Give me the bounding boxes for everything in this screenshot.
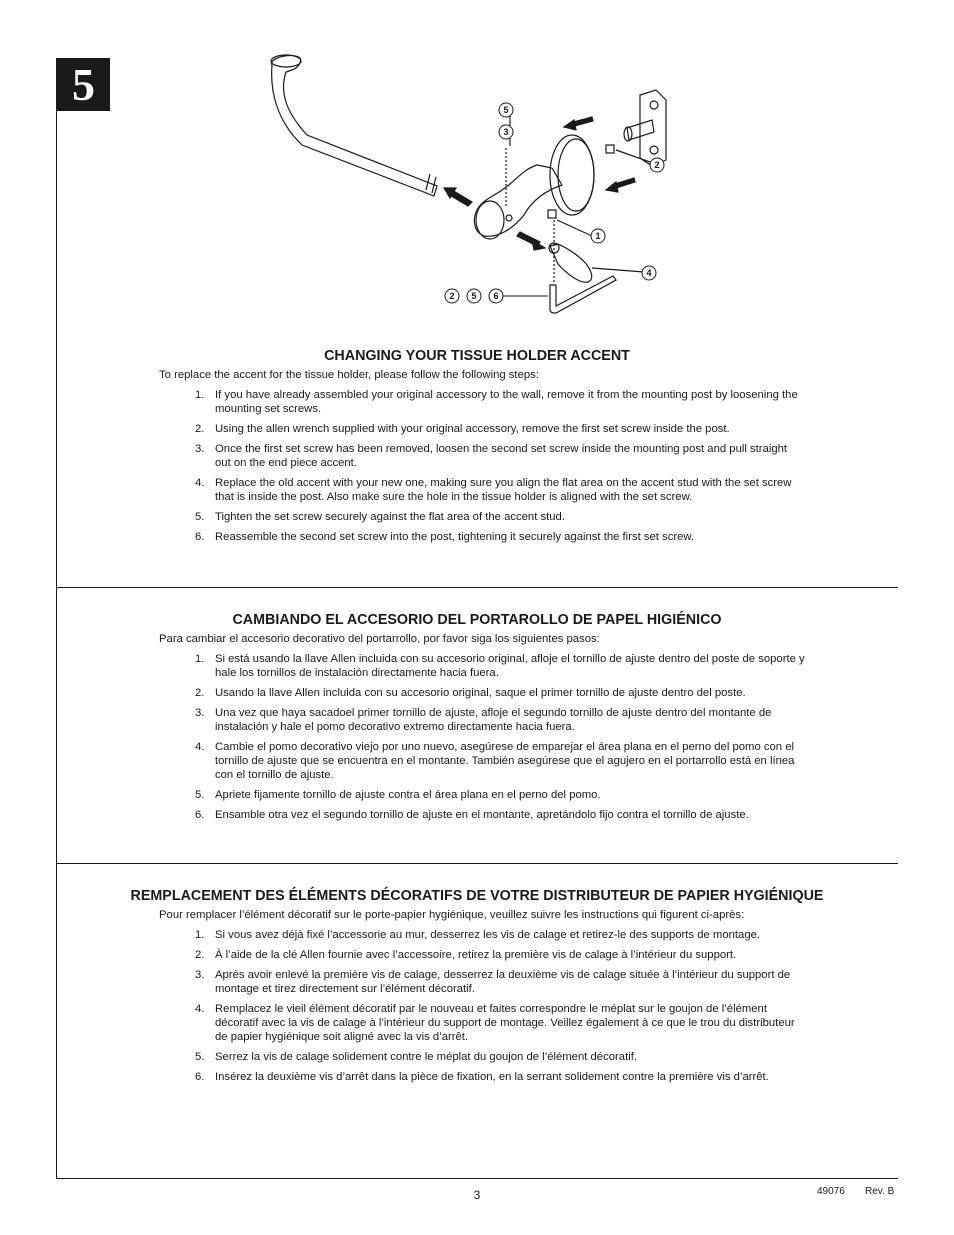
list-item: 6. Ensamble otra vez el segundo tornillo de ajuste en el montante, apretándolo fijo contra el tornillo de ajuste. bbox=[195, 809, 749, 821]
list-item: 4. Remplacez le vieil élément décoratif par le nouveau et faites correspondre le méplat sur le goujon de l’élément décoratif avec la vis de calage à l’intérieur du support de montage. Veillez également à ce que le trou du distributeur de papier hygiénique soit aligné avec la vis d’arrêt. bbox=[195, 1003, 795, 1043]
list-item: 1. Si está usando la llave Allen incluida con su accesorio original, afloje el tornillo de ajuste dentro del poste de soporte y hale los tornillos de instalación directamente hacia fuera. bbox=[195, 653, 805, 679]
list-item: 1. If you have already assembled your original accessory to the wall, remove it from the mounting post by loosening the mounting set screws. bbox=[195, 389, 798, 415]
section-intro: Pour remplacer l’élément décoratif sur le porte-papier hygiénique, veuillez suivre les instructions qui figurent ci-après: bbox=[159, 909, 745, 921]
list-item: 3. Una vez que haya sacadoel primer tornillo de ajuste, afloje el segundo tornillo de ajuste dentro del montante de instalación y hale el pomo decorativo extremo directamente hacia fuera. bbox=[195, 707, 772, 733]
callout-1 bbox=[591, 229, 605, 243]
footer-divider bbox=[56, 1178, 898, 1179]
list-item: 4. Cambie el pomo decorativo viejo por uno nuevo, asegúrese de emparejar el área plana en el perno del pomo con el tornillo de ajuste que se encuentra en el montante. También asegúrese que el agujero en el portarrollo está en línea con el tornillo de ajuste. bbox=[195, 741, 795, 781]
list-item: 3. Après avoir enlevé la première vis de calage, desserrez la deuxième vis de calage située à l’intérieur du support de montage et tirez directement sur l’élément décoratif. bbox=[195, 969, 791, 995]
section-divider bbox=[56, 863, 898, 864]
svg-text:5: 5 bbox=[471, 291, 477, 301]
svg-text:2: 2 bbox=[449, 291, 455, 301]
list-item: 5. Tighten the set screw securely against the flat area of the accent stud. bbox=[195, 511, 565, 523]
list-item: 2. Using the allen wrench supplied with your original accessory, remove the first set screw inside the post. bbox=[195, 423, 730, 435]
section-english bbox=[56, 348, 898, 544]
list-item: 6. Reassemble the second set screw into the post, tightening it securely against the first set screw. bbox=[195, 531, 695, 543]
section-intro: To replace the accent for the tissue holder, please follow the following steps: bbox=[159, 369, 539, 381]
mounting-post bbox=[474, 165, 562, 236]
list-item: 3. Once the first set screw has been removed, loosen the second set screw inside the mounting post and pull straight out on the end piece accent. bbox=[195, 443, 788, 469]
steps-list bbox=[56, 928, 898, 1084]
set-screw-1 bbox=[548, 210, 556, 218]
list-item: 6. Insérez la deuxième vis d’arrêt dans la pièce de fixation, en la serrant solidement contre la première vis d’arrêt. bbox=[195, 1071, 769, 1083]
step-number-badge: 5 bbox=[57, 58, 110, 111]
document-number: 49076 bbox=[817, 1186, 845, 1197]
accent-knob bbox=[550, 244, 592, 282]
svg-text:5: 5 bbox=[503, 105, 509, 115]
steps-list bbox=[56, 652, 898, 822]
section-spanish bbox=[56, 612, 898, 822]
callout-2-bottom bbox=[445, 289, 459, 303]
section-french bbox=[56, 888, 898, 1084]
svg-text:3: 3 bbox=[503, 127, 509, 137]
section-intro: Para cambiar el accesorio decorativo del portarrollo, por favor siga los siguientes pasos: bbox=[159, 633, 600, 645]
list-item: 2. Usando la llave Allen incluida con su accesorio original, saque el primer tornillo de ajuste dentro del poste. bbox=[195, 687, 746, 699]
section-divider bbox=[56, 587, 898, 588]
callout-5-top bbox=[499, 103, 513, 117]
set-screw-2 bbox=[606, 145, 614, 153]
callout-6 bbox=[489, 289, 503, 303]
list-item: 5. Apriete fijamente tornillo de ajuste contra el área plana en el perno del pomo. bbox=[195, 789, 601, 801]
callout-5-bottom bbox=[467, 289, 481, 303]
list-item: 4. Replace the old accent with your new one, making sure you align the flat area on the accent stud with the set screw that is inside the post. Also make sure the hole in the tissue holder is aligned with the set screw. bbox=[195, 477, 792, 503]
steps-list bbox=[56, 388, 898, 544]
callout-4 bbox=[642, 266, 656, 280]
callout-3 bbox=[499, 125, 513, 139]
svg-text:2: 2 bbox=[654, 160, 660, 170]
svg-text:4: 4 bbox=[646, 268, 652, 278]
section-title: CHANGING YOUR TISSUE HOLDER ACCENT bbox=[324, 348, 630, 364]
list-item: 5. Serrez la vis de calage solidement contre le méplat du goujon de l’élément décoratif. bbox=[195, 1051, 637, 1063]
section-title: REMPLACEMENT DES ÉLÉMENTS DÉCORATIFS DE VOTRE DISTRIBUTEUR DE PAPIER HYGIÉNIQUE bbox=[130, 888, 824, 904]
svg-text:1: 1 bbox=[595, 231, 601, 241]
list-item: 1. Si vous avez déjà fixé l’accessorie au mur, desserrez les vis de calage et retirez-le des supports de montage. bbox=[195, 929, 761, 941]
page-number: 3 bbox=[473, 1188, 481, 1202]
revision-label: Rev. B bbox=[865, 1186, 895, 1197]
callout-2-right bbox=[650, 158, 664, 172]
section-title: CAMBIANDO EL ACCESORIO DEL PORTAROLLO DE PAPEL HIGIÉNICO bbox=[232, 612, 722, 628]
list-item: 2. À l’aide de la clé Allen fournie avec l’accessoire, retirez la première vis de calage à l’intérieur du support. bbox=[195, 949, 737, 961]
svg-text:6: 6 bbox=[493, 291, 499, 301]
tissue-rod bbox=[272, 56, 437, 196]
exploded-assembly-diagram bbox=[262, 50, 682, 320]
